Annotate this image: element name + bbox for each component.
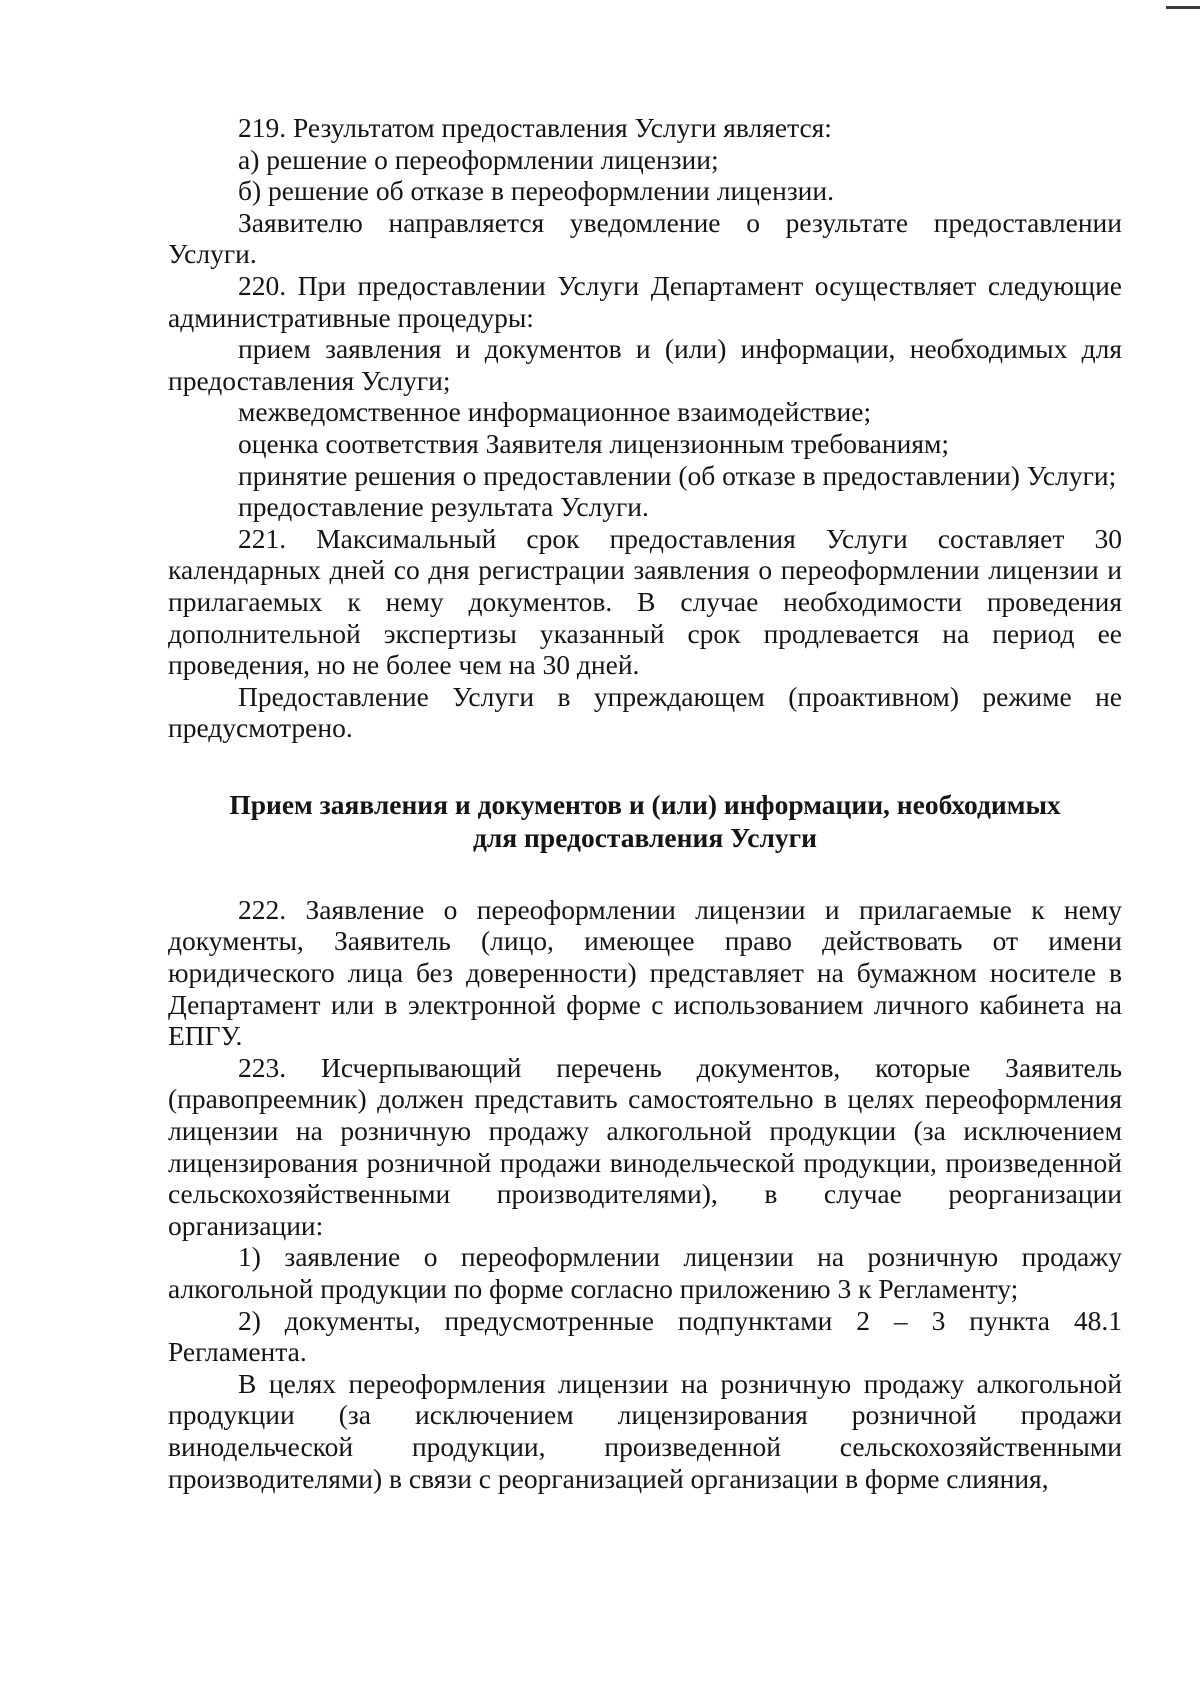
procedure-item-1: прием заявления и документов и (или) информации, необходимых для предоставления Услуги; bbox=[168, 333, 1122, 396]
paragraph-221: 221. Максимальный срок предоставления Услуги составляет 30 календарных дней со дня регистрации заявления о переоформлении лицензии и прилагаемых к нему документов. В случае необходимости проведения дополнительной экспертизы указанный срок продлевается на период ее проведения, но не более чем на 30 дней. bbox=[168, 522, 1122, 681]
document-page bbox=[168, 112, 1122, 1494]
scan-corner-mark bbox=[1166, 6, 1200, 9]
procedure-item-4: принятие решения о предоставлении (об отказе в предоставлении) Услуги; bbox=[238, 459, 1117, 491]
section-heading bbox=[168, 788, 1122, 854]
paragraph-223: 223. Исчерпывающий перечень документов, которые Заявитель (правопреемник) должен представить самостоятельно в целях переоформления лицензии на розничную продажу алкогольной продукции (за исключением лицензирования розничной продажи винодельческой продукции, произведенной сельскохозяйственными производителями), в случае реорганизации организации: bbox=[168, 1051, 1122, 1241]
paragraph-notification: Заявителю направляется уведомление о результате предоставлении Услуги. bbox=[168, 206, 1122, 270]
section-heading-line-2: для предоставления Услуги bbox=[472, 821, 818, 853]
document-item-2: 2) документы, предусмотренные подпунктами 2 – 3 пункта 48.1 Регламента. bbox=[168, 1304, 1122, 1368]
document-item-1: 1) заявление о переоформлении лицензии на розничную продажу алкогольной продукции по форме согласно приложению 3 к Регламенту; bbox=[168, 1241, 1122, 1304]
procedure-item-3: оценка соответствия Заявителя лицензионным требованиям; bbox=[238, 427, 950, 459]
procedure-item-5: предоставление результата Услуги. bbox=[238, 491, 649, 523]
paragraph-219: 219. Результатом предоставления Услуги является: bbox=[238, 112, 832, 143]
paragraph-222: 222. Заявление о переоформлении лицензии и прилагаемые к нему документы, Заявитель (лицо, имеющее право действовать от имени юридического лица без доверенности) представляет на бумажном носителе в Департамент или в электронной форме с использованием личного кабинета на ЕПГУ. bbox=[168, 893, 1122, 1052]
paragraph-proactive: Предоставление Услуги в упреждающем (проактивном) режиме не предусмотрено. bbox=[168, 680, 1122, 744]
list-item-b: б) решение об отказе в переоформлении лицензии. bbox=[238, 175, 834, 207]
paragraph-reorganization: В целях переоформления лицензии на розничную продажу алкогольной продукции (за исключением лицензирования розничной продажи винодельческой продукции, произведенной сельскохозяйственными производителями) в связи с реорганизацией организации в форме слияния, bbox=[168, 1367, 1122, 1494]
list-item-a: а) решение о переоформлении лицензии; bbox=[238, 143, 719, 175]
paragraph-220: 220. При предоставлении Услуги Департамент осуществляет следующие административные процедуры: bbox=[168, 269, 1122, 333]
section-heading-line-1: Прием заявления и документов и (или) информации, необходимых bbox=[229, 788, 1061, 820]
procedure-item-2: межведомственное информационное взаимодействие; bbox=[238, 396, 872, 428]
